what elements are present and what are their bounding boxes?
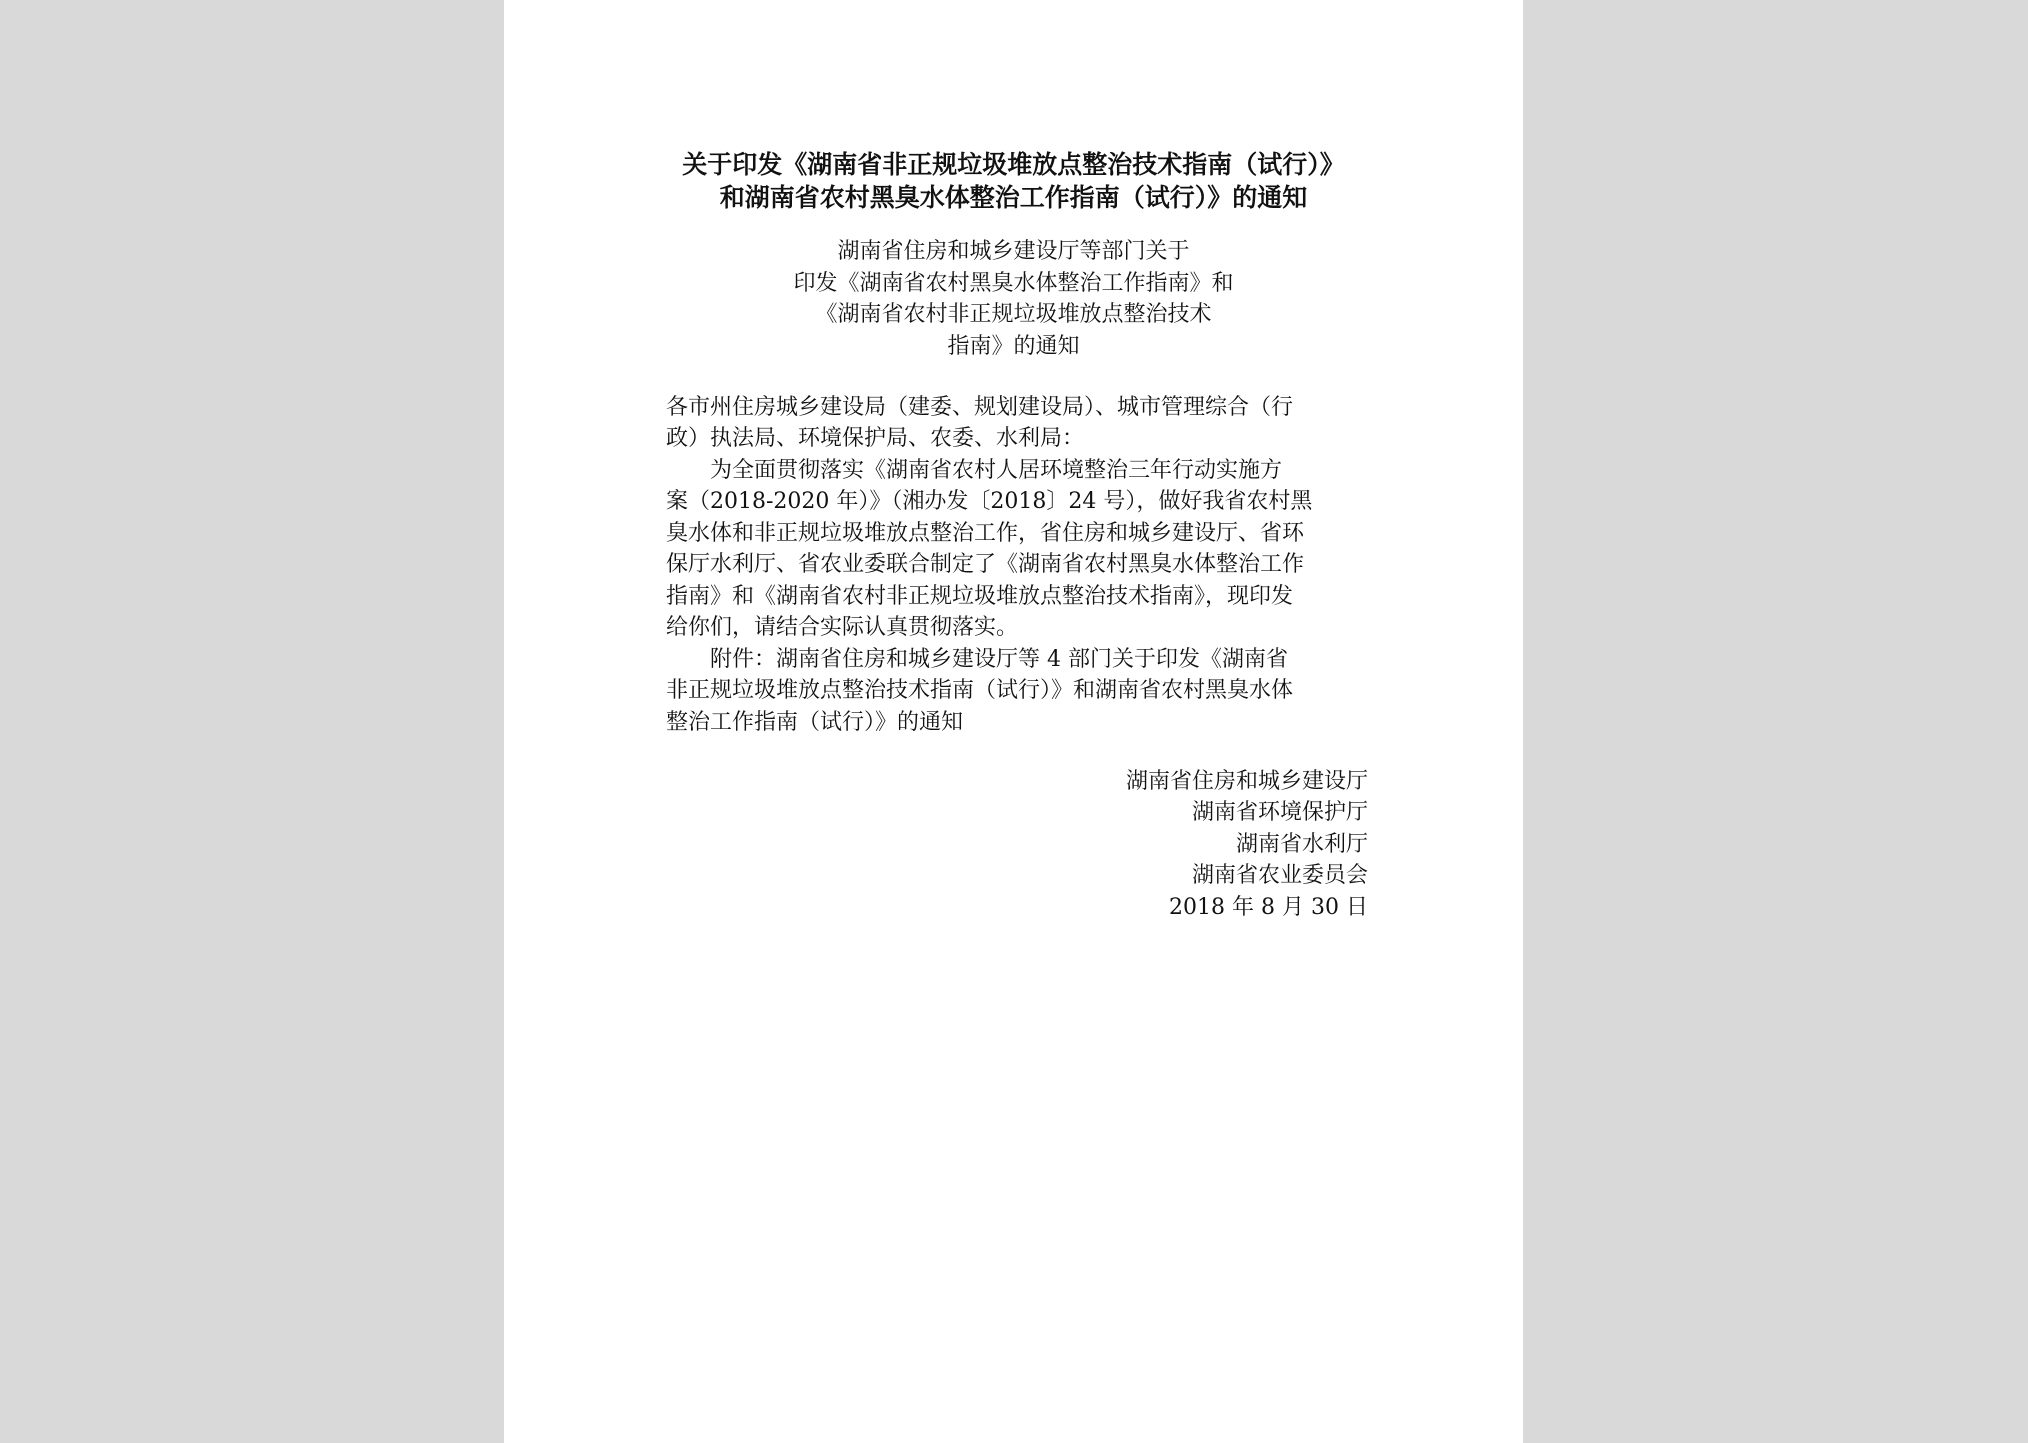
salutation-line-1: 各市州住房城乡建设局（建委、规划建设局）、城市管理综合（行 [666, 395, 1294, 420]
paragraph-line-2: 案（2018-2020 年）》（湘办发〔2018〕24 号），做好我省农村黑 [666, 489, 1313, 515]
paragraph-line-1: 为全面贯彻落实《湖南省农村人居环境整治三年行动实施方 [710, 458, 1283, 483]
salutation-line-2: 政）执法局、环境保护局、农委、水利局： [666, 426, 1085, 452]
attachment-line-2: 非正规垃圾堆放点整治技术指南（试行）》和湖南省农村黑臭水体 [666, 678, 1294, 704]
salutation [666, 392, 1368, 455]
signature-date: 2018 年 8 月 30 日 [1169, 894, 1368, 920]
document-page [504, 0, 1523, 1443]
paragraph-line-5: 指南》和《湖南省农村非正规垃圾堆放点整治技术指南》，现印发 [666, 583, 1294, 609]
signature-line-1: 湖南省住房和城乡建设厅 [1125, 769, 1368, 794]
body-paragraph [666, 455, 1368, 643]
signature-line-4: 湖南省农业委员会 [1191, 863, 1368, 889]
attachment-line-1: 附件：湖南省住房和城乡建设厅等 4 部门关于印发《湖南省 [710, 647, 1288, 672]
paragraph-line-4: 保厅水利厅、省农业委联合制定了《湖南省农村黑臭水体整治工作 [666, 552, 1305, 578]
signature-line-3: 湖南省水利厅 [1235, 831, 1368, 857]
document-subtitle [504, 236, 1523, 362]
title-line-2: 和湖南省农村黑臭水体整治工作指南（试行）》的通知 [719, 183, 1308, 212]
subtitle-line-2: 印发《湖南省农村黑臭水体整治工作指南》和 [793, 270, 1234, 296]
attachment-note [666, 644, 1368, 738]
subtitle-line-3: 《湖南省农村非正规垃圾堆放点整治技术 [815, 302, 1212, 327]
paragraph-line-3: 臭水体和非正规垃圾堆放点整治工作，省住房和城乡建设厅、省环 [666, 520, 1305, 546]
paragraph-line-6: 给你们，请结合实际认真贯彻落实。 [666, 615, 1019, 641]
document-title [504, 148, 1523, 214]
signature-line-2: 湖南省环境保护厅 [1191, 800, 1368, 826]
subtitle-line-4: 指南》的通知 [947, 333, 1080, 359]
signature-block [666, 766, 1368, 923]
attachment-line-3: 整治工作指南（试行）》的通知 [666, 709, 964, 735]
title-line-1: 关于印发《湖南省非正规垃圾堆放点整治技术指南（试行）》 [682, 150, 1345, 179]
subtitle-line-1: 湖南省住房和城乡建设厅等部门关于 [837, 239, 1190, 264]
